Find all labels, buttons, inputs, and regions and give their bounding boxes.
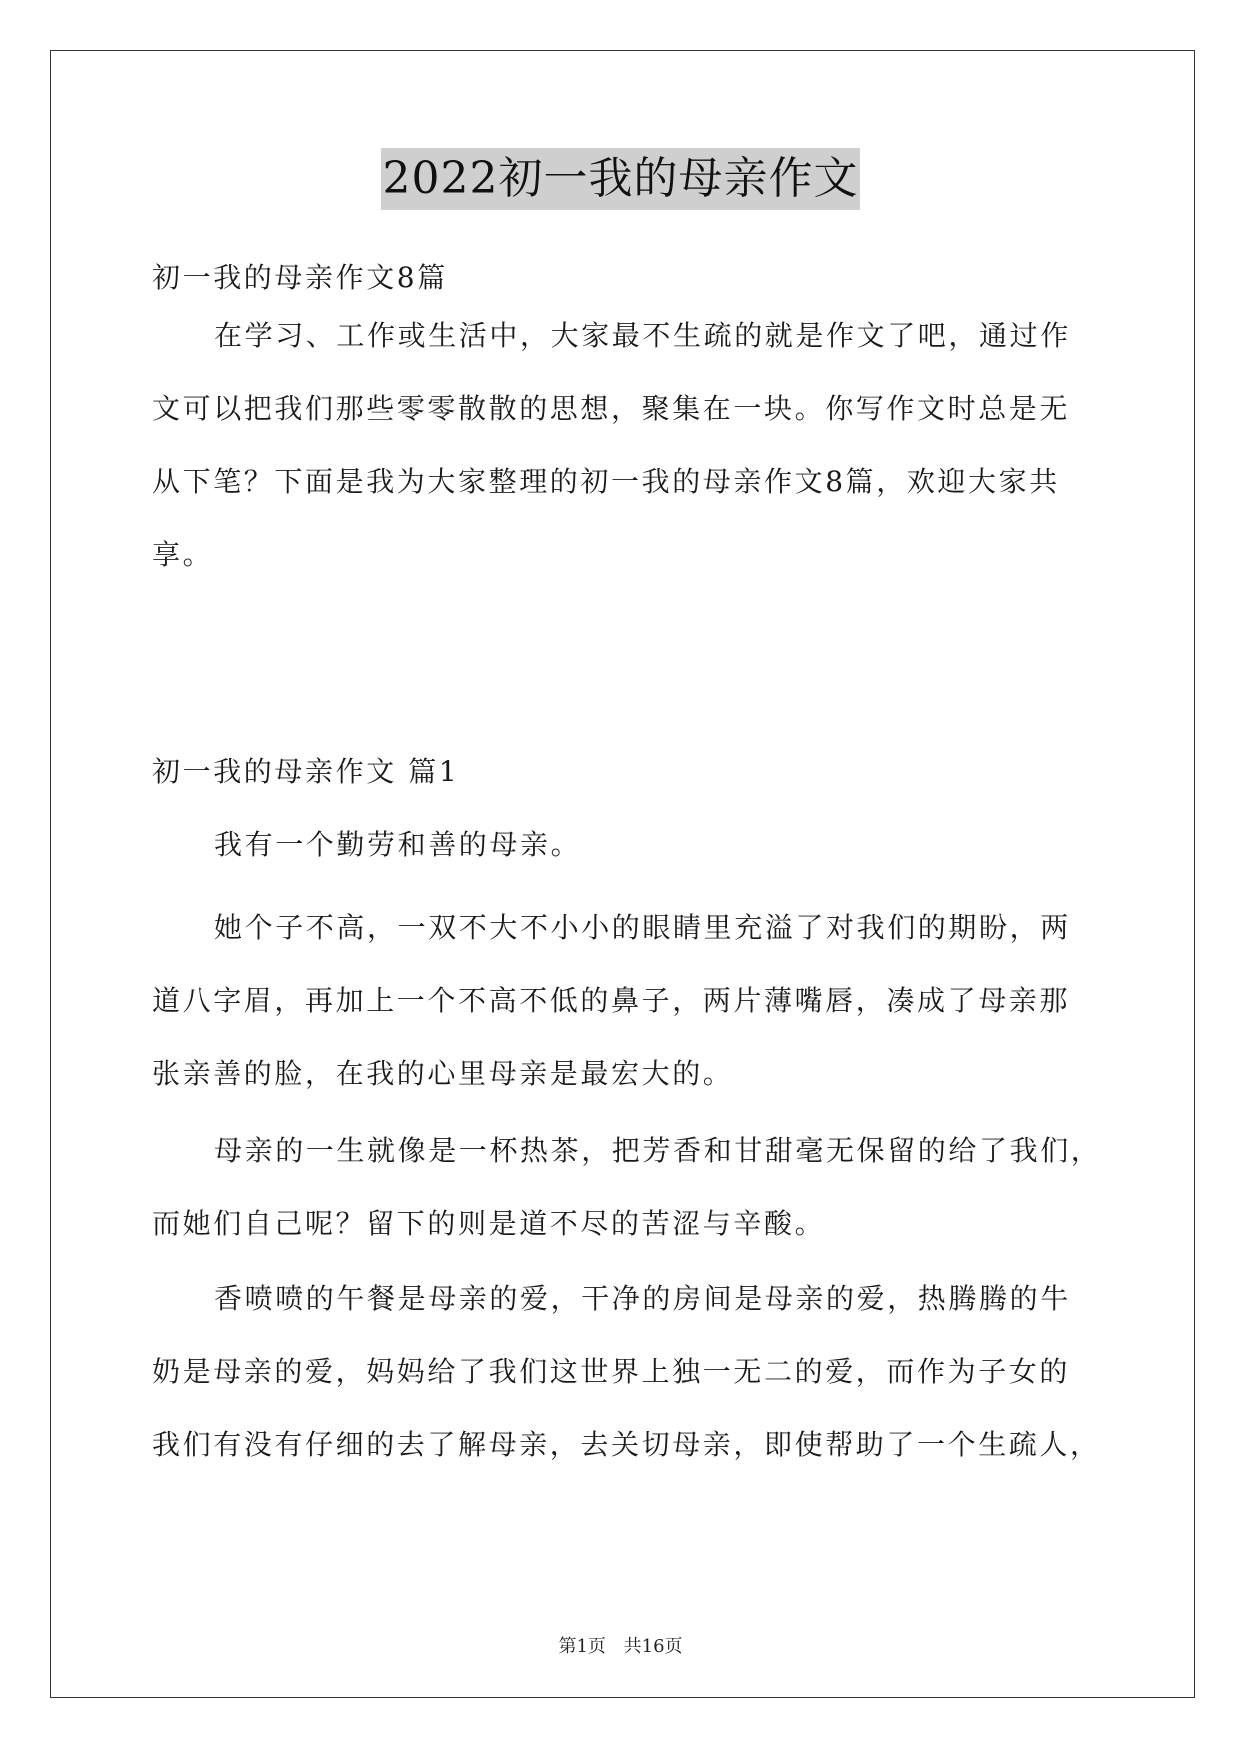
page-number: 第1页	[558, 1636, 606, 1657]
page-footer	[0, 1632, 1241, 1658]
intro-line: 享。	[152, 538, 214, 571]
paragraph-line: 而她们自己呢？留下的则是道不尽的苦涩与辛酸。	[152, 1207, 826, 1240]
paragraph-line: 我们有没有仔细的去了解母亲，去关切母亲，即使帮助了一个生疏人，	[152, 1428, 1101, 1461]
paragraph-line: 张亲善的脸，在我的心里母亲是最宏大的。	[152, 1057, 734, 1090]
page-total: 共16页	[623, 1636, 683, 1657]
intro-line: 文可以把我们那些零零散散的思想，聚集在一块。你写作文时总是无	[152, 392, 1071, 425]
paragraph-line: 她个子不高，一双不大不小小的眼睛里充溢了对我们的期盼，两	[214, 911, 1071, 944]
paragraph-line: 道八字眉，再加上一个不高不低的鼻子，两片薄嘴唇，凑成了母亲那	[152, 984, 1071, 1017]
paragraph-line: 母亲的一生就像是一杯热茶，把芳香和甘甜毫无保留的给了我们，	[214, 1134, 1102, 1167]
section-heading: 初一我的母亲作文 篇1	[152, 755, 460, 788]
title-container	[0, 148, 1241, 210]
paragraph-line: 奶是母亲的爱，妈妈给了我们这世界上独一无二的爱，而作为子女的	[152, 1355, 1071, 1388]
document-subtitle: 初一我的母亲作文8篇	[152, 261, 448, 294]
intro-line: 从下笔？下面是我为大家整理的初一我的母亲作文8篇，欢迎大家共	[152, 465, 1060, 498]
paragraph-line: 香喷喷的午餐是母亲的爱，干净的房间是母亲的爱，热腾腾的牛	[214, 1282, 1071, 1315]
document-title: 2022初一我的母亲作文	[381, 148, 861, 210]
paragraph-line: 我有一个勤劳和善的母亲。	[214, 828, 582, 861]
intro-line: 在学习、工作或生活中，大家最不生疏的就是作文了吧，通过作	[214, 319, 1071, 352]
